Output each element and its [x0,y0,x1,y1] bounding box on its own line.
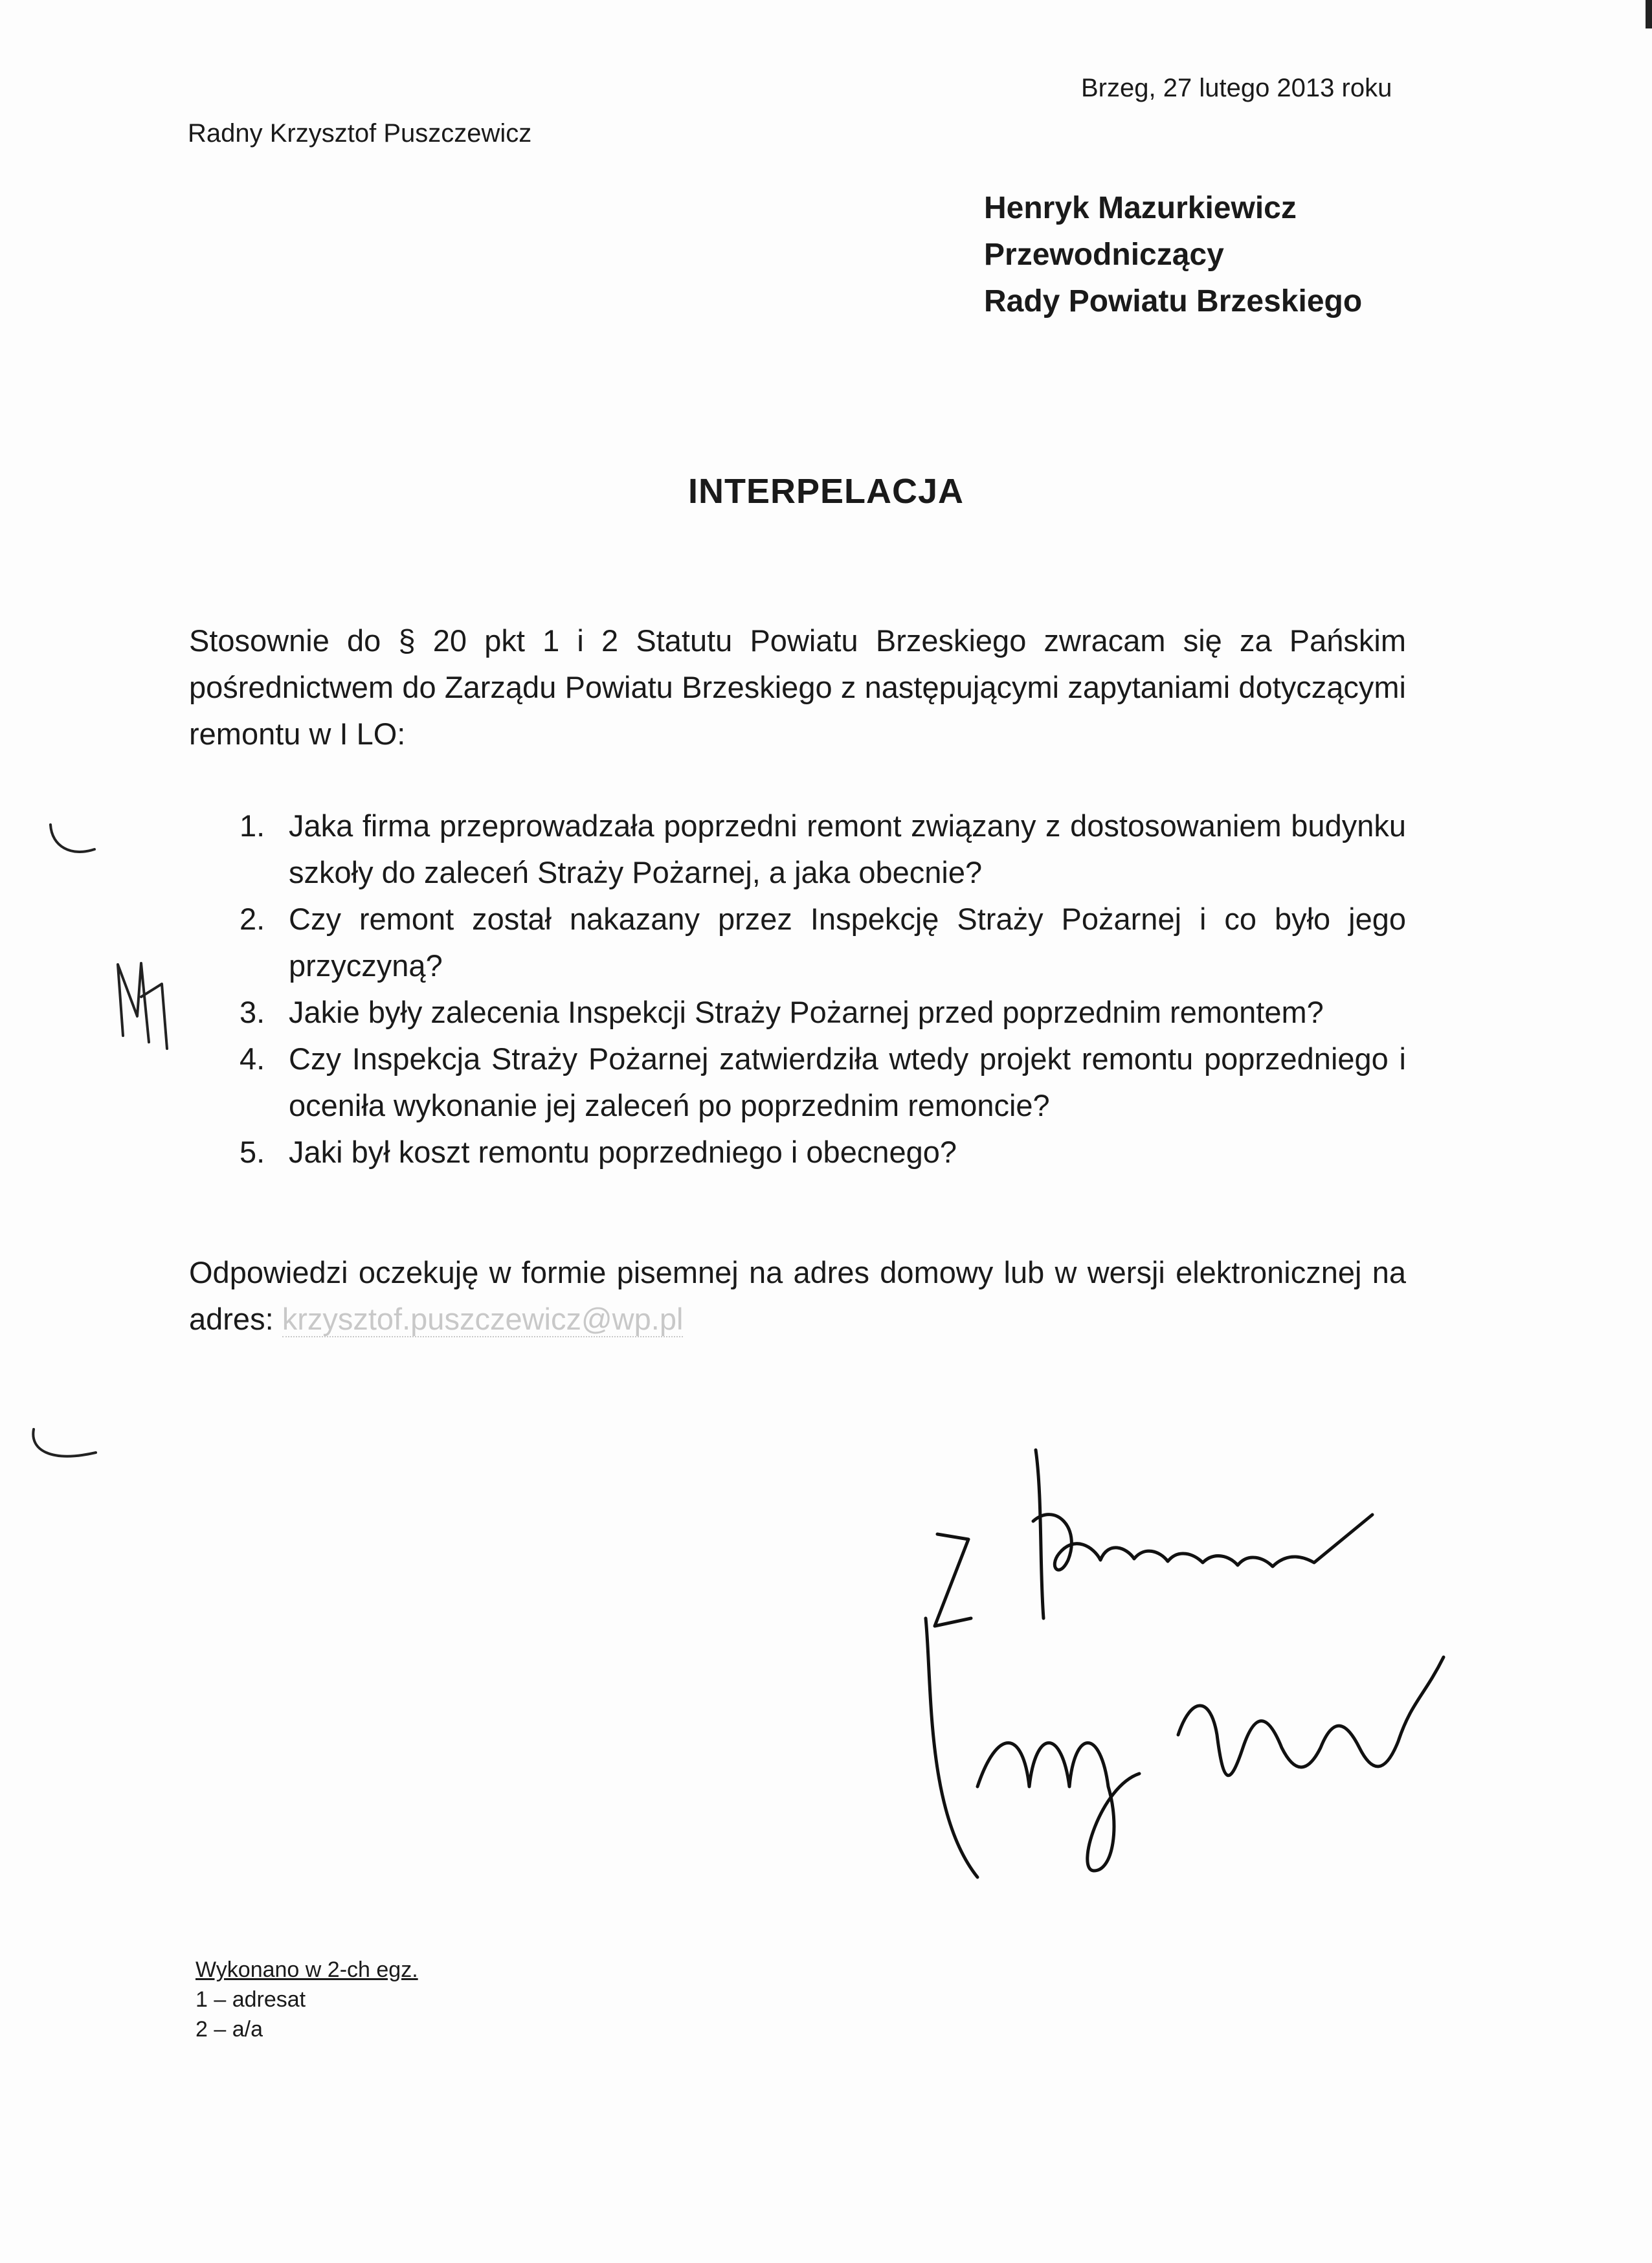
list-item-text: Czy remont został nakazany przez Inspekcję Straży Pożarnej i co było jego przyczyną? [289,902,1406,983]
scan-edge-mark [1646,0,1652,28]
recipient-role: Przewodniczący [984,238,1224,272]
list-item-text: Jaka firma przeprowadzała poprzedni remont związany z dostosowaniem budynku szkoły do zaleceń Straży Pożarnej, a jaka obecnie? [289,808,1406,889]
email-address: krzysztof.puszczewicz@wp.pl [282,1302,684,1336]
list-item-number: 1. [240,808,265,843]
recipient-body: Rady Powiatu Brzeskiego [984,284,1363,318]
handwritten-signature [906,1424,1463,1910]
recipient-block [984,185,1362,325]
margin-check-mark-2 [18,1424,109,1482]
list-item-number: 3. [240,995,265,1029]
list-item-text: Jaki był koszt remontu poprzedniego i obecnego? [289,1135,957,1169]
list-item [240,803,1406,896]
closing-text: Odpowiedzi oczekuję w formie pisemnej na adres domowy lub w wersji elektronicznej na adres: [189,1255,1406,1336]
copies-line-1: 1 – adresat [195,1987,306,2012]
list-item-number: 5. [240,1135,265,1169]
sender-name: Radny Krzysztof Puszczewicz [188,119,532,148]
document-title: INTERPELACJA [687,472,965,511]
list-item-number: 2. [240,902,265,936]
list-item-text: Czy Inspekcja Straży Pożarnej zatwierdziła wtedy projekt remontu poprzedniego i oceniła wykonanie jej zaleceń po poprzednim remoncie? [289,1042,1406,1122]
list-item [240,1036,1406,1129]
list-item-number: 4. [240,1042,265,1076]
list-item [240,896,1406,989]
questions-list [240,803,1406,1176]
closing-paragraph [189,1249,1406,1343]
margin-initials-mark [104,945,188,1055]
copies-footer [195,1955,418,2044]
recipient-name: Henryk Mazurkiewicz [984,191,1297,225]
intro-paragraph: Stosownie do § 20 pkt 1 i 2 Statutu Powiatu Brzeskiego zwracam się za Pańskim pośrednictwem do Zarządu Powiatu Brzeskiego z następującymi zapytaniami dotyczącymi remontu w I LO: [189,623,1406,751]
copies-line-2: 2 – a/a [195,2017,263,2042]
list-item [240,1129,1406,1176]
list-item-text: Jakie były zalecenia Inspekcji Straży Pożarnej przed poprzednim remontem? [289,995,1324,1029]
margin-check-mark [39,816,117,880]
date-line: Brzeg, 27 lutego 2013 roku [1081,74,1392,102]
copies-heading: Wykonano w 2-ch egz. [195,1957,418,1982]
list-item [240,989,1406,1036]
